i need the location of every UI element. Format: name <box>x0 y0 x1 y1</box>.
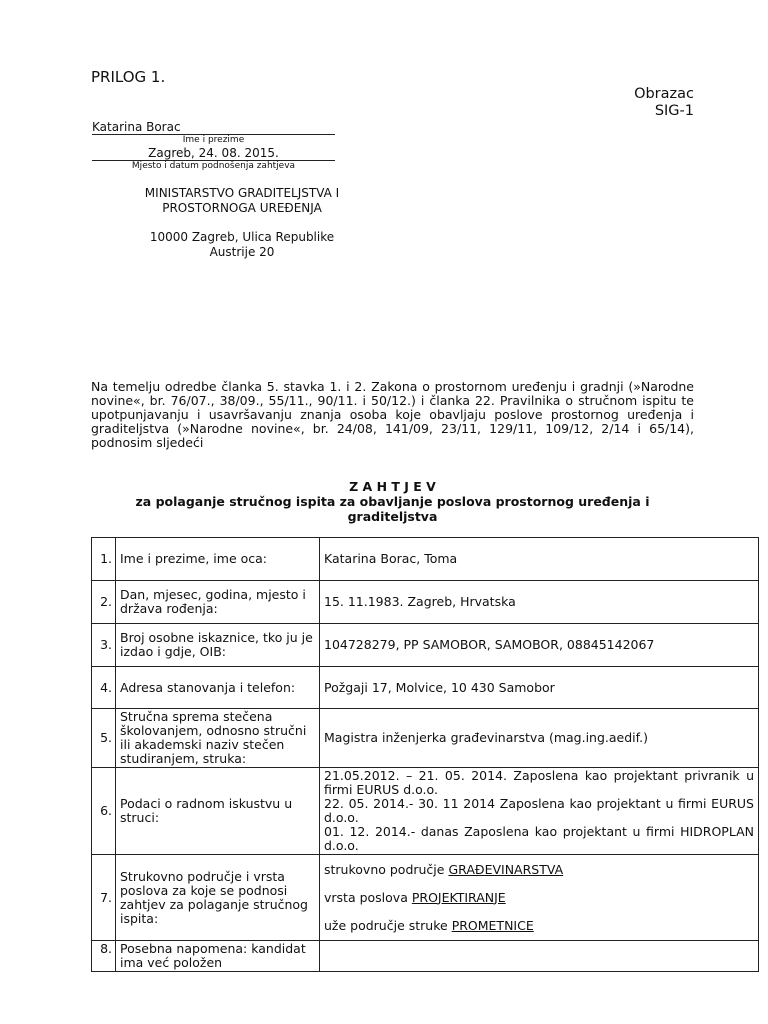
experience-line: 21.05.2012. – 21. 05. 2014. Zaposlena kao projektant privranik u firmi EURUS d.o.o. <box>324 768 754 797</box>
recipient-line2: PROSTORNOGA UREĐENJA <box>162 201 322 215</box>
professional-area <box>324 863 754 877</box>
request-table <box>91 537 759 972</box>
row-label: Adresa stanovanja i telefon: <box>116 667 320 709</box>
experience-line: 01. 12. 2014.- danas Zaposlena kao projektant u firmi HIDROPLAN d.o.o. <box>324 824 754 853</box>
table-row <box>92 538 759 581</box>
row-value: Požgaji 17, Molvice, 10 430 Samobor <box>320 667 759 709</box>
row-label: Podaci o radnom iskustvu u struci: <box>116 768 320 855</box>
attachment-label: PRILOG 1. <box>91 68 166 86</box>
recipient-line1: MINISTARSTVO GRADITELJSTVA I <box>144 186 340 200</box>
row-number: 8. <box>92 941 116 972</box>
place-date: Zagreb, 24. 08. 2015. <box>148 146 279 160</box>
row-number: 2. <box>92 581 116 624</box>
row-number: 5. <box>92 709 116 768</box>
row-number: 7. <box>92 855 116 941</box>
row-value <box>320 768 759 855</box>
row-number: 6. <box>92 768 116 855</box>
place-date-caption: Mjesto i datum podnošenja zahtjeva <box>131 161 296 171</box>
request-subtitle-line2: graditeljstva <box>347 509 438 524</box>
request-title: Z A H T J E V <box>349 479 436 494</box>
table-row <box>92 941 759 972</box>
row-value: 15. 11.1983. Zagreb, Hrvatska <box>320 581 759 624</box>
name-caption: Ime i prezime <box>182 135 245 145</box>
row-value <box>320 855 759 941</box>
request-heading <box>91 479 694 524</box>
area-value: GRAĐEVINARSTVA <box>448 861 564 877</box>
table-row <box>92 624 759 667</box>
recipient-line4: Austrije 20 <box>209 245 275 259</box>
row-value <box>320 941 759 972</box>
request-subtitle-line1: za polaganje stručnog ispita za obavljanje poslova prostornog uređenja i <box>135 494 650 509</box>
table-row <box>92 855 759 941</box>
row-label: Ime i prezime, ime oca: <box>116 538 320 581</box>
experience-line: 22. 05. 2014.- 30. 11 2014 Zaposlena kao projektant u firmi EURUS d.o.o. <box>324 796 754 825</box>
row-number: 4. <box>92 667 116 709</box>
row-label: Dan, mjesec, godina, mjesto i država rođenja: <box>116 581 320 624</box>
table-row <box>92 667 759 709</box>
narrow-field <box>324 919 754 933</box>
type-value: PROJEKTIRANJE <box>411 889 506 905</box>
narrow-prefix: uže područje struke <box>324 917 448 933</box>
applicant-name: Katarina Borac <box>92 120 181 134</box>
table-row <box>92 581 759 624</box>
type-prefix: vrsta poslova <box>324 889 408 905</box>
row-label: Broj osobne iskaznice, tko ju je izdao i gdje, OIB: <box>116 624 320 667</box>
narrow-value: PROMETNICE <box>451 917 534 933</box>
table-row <box>92 709 759 768</box>
row-number: 1. <box>92 538 116 581</box>
row-value: Magistra inženjerka građevinarstva (mag.ing.aedif.) <box>320 709 759 768</box>
row-label: Stručna sprema stečena školovanjem, odnosno stručni ili akademski naziv stečen studiranjem, struka: <box>116 709 320 768</box>
work-type <box>324 891 754 905</box>
row-label: Posebna napomena: kandidat ima već položen <box>116 941 320 972</box>
intro-paragraph: Na temelju odredbe članka 5. stavka 1. i 2. Zakona o prostornom uređenju i gradnji (»Narodne novine«, br. 76/07., 38/09., 55/11., 90/11. i 50/12.) i članka 22. Pravilnika o stručnom ispitu te upotpunjavanju i usavršavanju znanja osoba koje obavljaju poslove prostornog uređenja i graditeljstva (»Narodne novine«, br. 24/08, 141/09, 23/11, 129/11, 109/12, 2/14 i 65/14), podnosim sljedeći <box>91 379 694 450</box>
row-value: 104728279, PP SAMOBOR, SAMOBOR, 08845142067 <box>320 624 759 667</box>
row-number: 3. <box>92 624 116 667</box>
form-code-line2: SIG-1 <box>654 103 694 119</box>
row-value: Katarina Borac, Toma <box>320 538 759 581</box>
area-prefix: strukovno područje <box>324 861 445 877</box>
form-code-line1: Obrazac <box>634 86 694 102</box>
recipient-line3: 10000 Zagreb, Ulica Republike <box>149 230 335 244</box>
recipient-block <box>92 186 392 260</box>
table-row <box>92 768 759 855</box>
form-code <box>634 86 694 120</box>
row-label: Strukovno područje i vrsta poslova za koje se podnosi zahtjev za polaganje stručnog ispita: <box>116 855 320 941</box>
